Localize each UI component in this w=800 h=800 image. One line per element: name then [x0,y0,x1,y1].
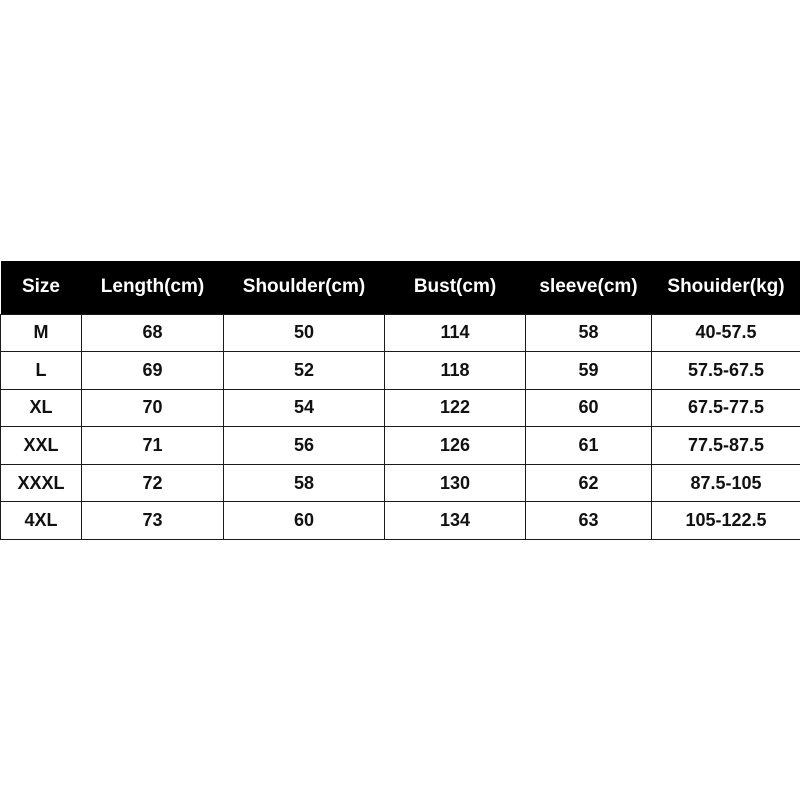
length-cell: 70 [82,389,224,427]
length-cell: 71 [82,427,224,465]
length-cell: 69 [82,352,224,390]
header-row [1,261,800,314]
sleeve-cell: 61 [526,427,652,465]
column-header-length: Length(cm) [100,276,205,298]
sleeve-cell: 58 [526,314,652,352]
sleeve-cell: 63 [526,502,652,540]
shoulder-cell: 56 [224,427,385,465]
bust-cell: 134 [385,502,526,540]
length-cell: 72 [82,464,224,502]
shoulder-cell: 52 [224,352,385,390]
weight-cell: 67.5-77.5 [652,389,800,427]
column-header-weight: Shouider(kg) [667,276,785,298]
size-cell: XXL [1,427,82,465]
shoulder-cell: 60 [224,502,385,540]
bust-cell: 126 [385,427,526,465]
weight-cell: 87.5-105 [652,464,800,502]
sleeve-cell: 60 [526,389,652,427]
table-row [1,389,800,427]
column-header-sleeve: sleeve(cm) [539,276,638,298]
bust-cell: 122 [385,389,526,427]
length-cell: 73 [82,502,224,540]
bust-cell: 130 [385,464,526,502]
column-header-size: Size [21,276,61,298]
length-cell: 68 [82,314,224,352]
table-row [1,314,800,352]
shoulder-cell: 50 [224,314,385,352]
size-cell: 4XL [1,502,82,540]
table-row [1,352,800,390]
bust-cell: 114 [385,314,526,352]
size-cell: L [1,352,82,390]
weight-cell: 77.5-87.5 [652,427,800,465]
size-cell: XL [1,389,82,427]
table-row [1,427,800,465]
weight-cell: 105-122.5 [652,502,800,540]
size-cell: XXXL [1,464,82,502]
sleeve-cell: 59 [526,352,652,390]
shoulder-cell: 58 [224,464,385,502]
weight-cell: 40-57.5 [652,314,800,352]
weight-cell: 57.5-67.5 [652,352,800,390]
table-row [1,502,800,540]
column-header-bust: Bust(cm) [413,276,497,298]
table-row [1,464,800,502]
sleeve-cell: 62 [526,464,652,502]
column-header-shoulder: Shoulder(cm) [242,276,366,298]
bust-cell: 118 [385,352,526,390]
size-chart-table [0,261,800,540]
size-cell: M [1,314,82,352]
shoulder-cell: 54 [224,389,385,427]
